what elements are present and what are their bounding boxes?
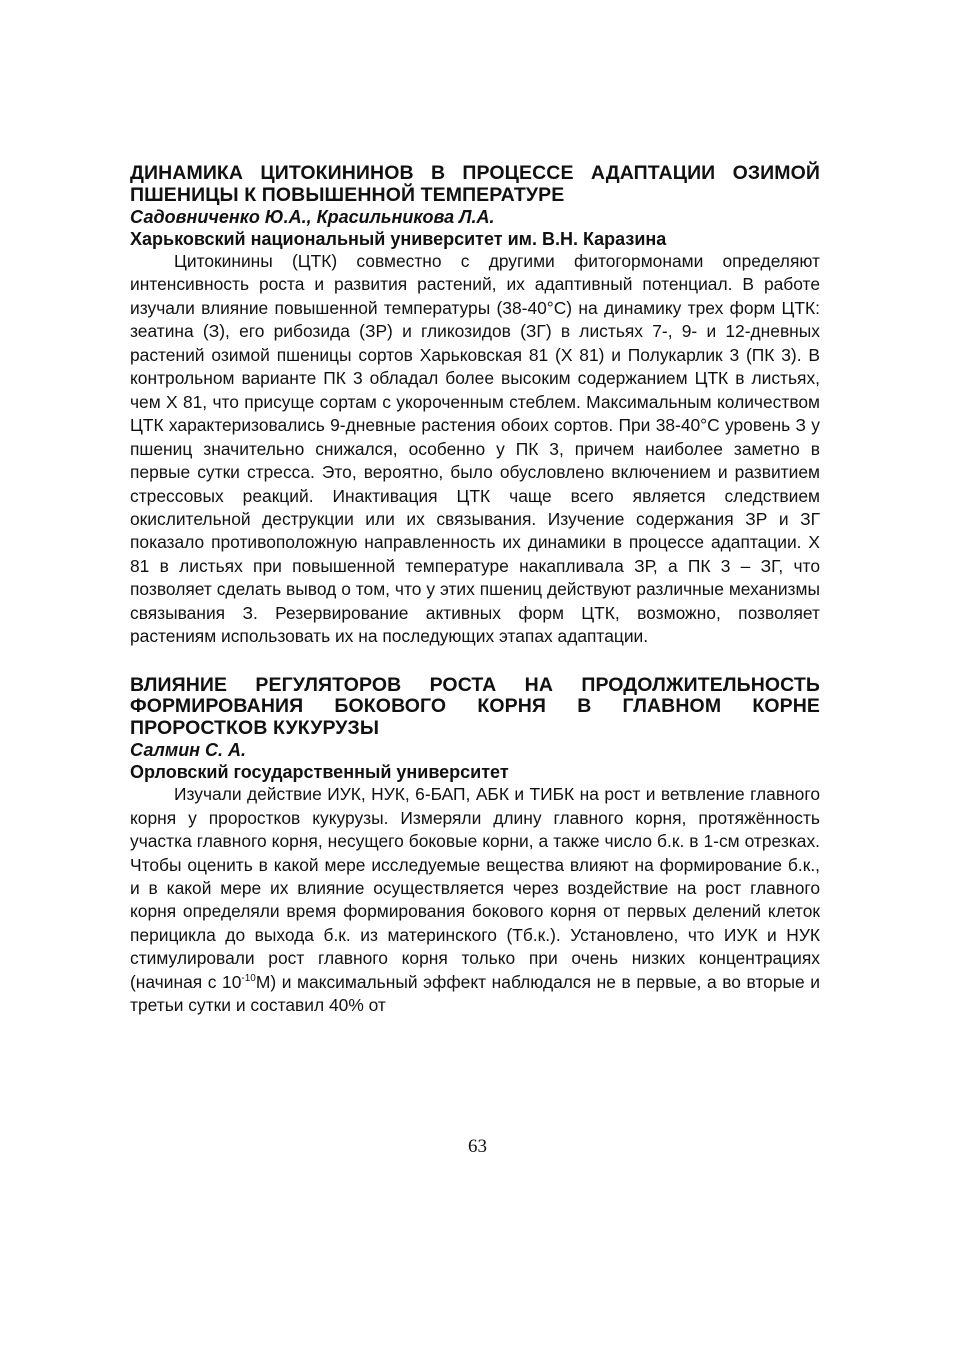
article-title: ВЛИЯНИЕ РЕГУЛЯТОРОВ РОСТА НА ПРОДОЛЖИТЕЛЬНОСТЬ ФОРМИРОВАНИЯ БОКОВОГО КОРНЯ В ГЛАВНОМ КОРНЕ ПРОРОСТКОВ КУКУРУЗЫ (130, 673, 820, 739)
page-content (130, 163, 820, 1018)
article-authors: Салмин С. А. (130, 740, 247, 761)
page-number: 63 (468, 1136, 487, 1157)
section-divider (130, 649, 820, 675)
article-affiliation: Харьковский национальный университет им. В.Н. Каразина (130, 229, 667, 249)
exponent: -10 (241, 973, 256, 985)
article-affiliation: Орловский государственный университет (130, 762, 509, 783)
article-2 (130, 675, 820, 1018)
article-body-part-1: Изучали действие ИУК, НУК, 6-БАП, АБК и ТИБК на рост и ветвление главного корня у проростков кукурузы. Измеряли длину главного корня, протяжённость участка главного корня, несущего боковые корни, а также число б.к. в 1-см отрезках. Чтобы оценить в какой мере исследуемые вещества влияют на формирование б.к., и в какой мере их влияние осуществляется через воздействие на рост главного корня определяли время формирования бокового корня от первых делений клеток перицикла до выхода б.к. из материнского (Тб.к.). Установлено, что ИУК и НУК стимулировали рост главного корня только при очень низких концентрациях (начиная с 10 (130, 784, 820, 992)
article-title: ДИНАМИКА ЦИТОКИНИНОВ В ПРОЦЕССЕ АДАПТАЦИИ ОЗИМОЙ ПШЕНИЦЫ К ПОВЫШЕННОЙ ТЕМПЕРАТУРЕ (130, 162, 820, 206)
article-body (130, 783, 820, 1018)
article-body: Цитокинины (ЦТК) совместно с другими фитогормонами определяют интенсивность роста и развития растений, их адаптивный потенциал. В работе изучали влияние повышенной температуры (38-40°С) на динамику трех форм ЦТК: зеатина (З), его рибозида (ЗР) и гликозидов (ЗГ) в листьях 7-, 9- и 12-дневных растений озимой пшеницы сортов Харьковская 81 (Х 81) и Полукарлик 3 (ПК 3). В контрольном варианте ПК 3 обладал более высоким содержанием ЦТК в листьях, чем Х 81, что присуще сортам с укороченным стеблем. Максимальным количеством ЦТК характеризовались 9-дневные растения обоих сортов. При 38-40°С уровень З у пшениц значительно снижался, особенно у ПК 3, причем наиболее заметно в первые сутки стресса. Это, вероятно, было обусловлено включением и развитием стрессовых реакций. Инактивация ЦТК чаще всего является следствием окислительной деструкции или их связывания. Изучение содержания ЗР и ЗГ показало противоположную направленность их динамики в процессе адаптации. Х 81 в листьях при повышенной температуре накапливала ЗР, а ПК 3 – ЗГ, что позволяет сделать вывод о том, что у этих пшениц действуют различные механизмы связывания З. Резервирование активных форм ЦТК, возможно, позволяет растениям использовать их на последующих этапах адаптации. (130, 251, 820, 647)
article-body-part-2: М) и максимальный эффект наблюдался не в первые, а во вторые и третьи сутки и составил 40% от (130, 971, 821, 1016)
article-authors: Садовниченко Ю.А., Красильникова Л.А. (130, 207, 495, 227)
article-1 (130, 163, 820, 649)
